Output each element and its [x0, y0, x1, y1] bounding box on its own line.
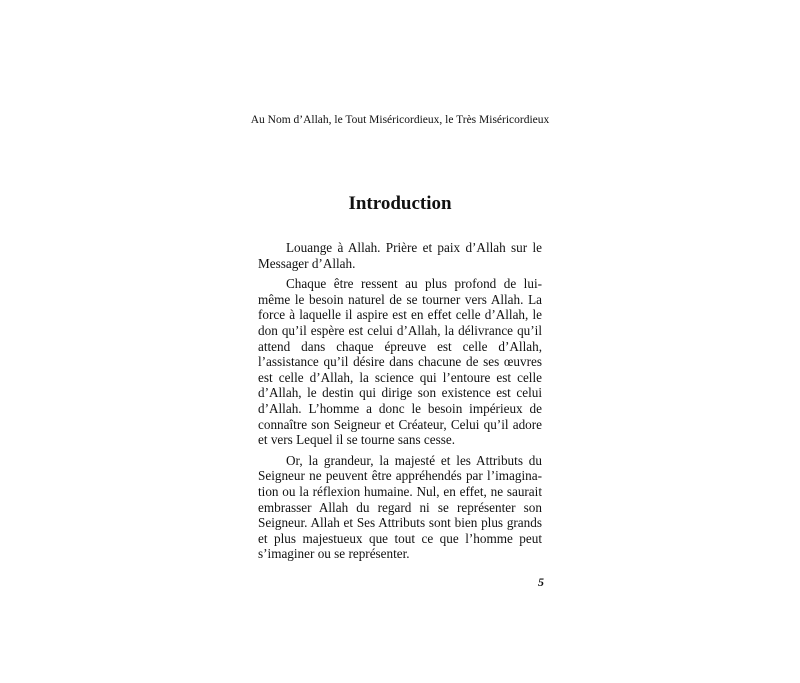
paragraph-2: Chaque être ressent au plus profond de lui-même le besoin naturel de se tourner vers Allah. La force à laquelle il aspire est en effet celle d’Allah, le don qu’il espère est celui d’Allah, la délivrance qu’il attend dans chaque épreuve est celle d’Allah, l’assistance qu’il désire dans chacune de ses œuvres est celle d’Allah, la science qui l’entoure est celle d’Allah, le destin qui dirige son existence est celui d’Allah. L’homme a donc le besoin impérieux de connaître son Seigneur et Créateur, Celui qu’il adore et vers Lequel il se tourne sans cesse. — [258, 276, 542, 448]
paragraph-1: Louange à Allah. Prière et paix d’Allah sur le Messager d’Allah. — [258, 240, 542, 271]
chapter-title: Introduction — [348, 193, 452, 214]
basmala-header: Au Nom d’Allah, le Tout Miséricordieux, le Très Miséricordieux — [250, 114, 550, 126]
paragraph-3: Or, la grandeur, la majesté et les Attributs du Seigneur ne peuvent être appréhendés par l’imagination ou la réflexion humaine. Nul, en effet, ne saurait embrasser Allah du regard ni se représenter son Seigneur. Allah et Ses Attributs sont bien plus grands et plus majestueux que tout ce que l’homme peut s’imaginer ou se représenter. — [258, 452, 542, 562]
body-text — [258, 240, 542, 567]
page-number: 5 — [538, 575, 544, 589]
